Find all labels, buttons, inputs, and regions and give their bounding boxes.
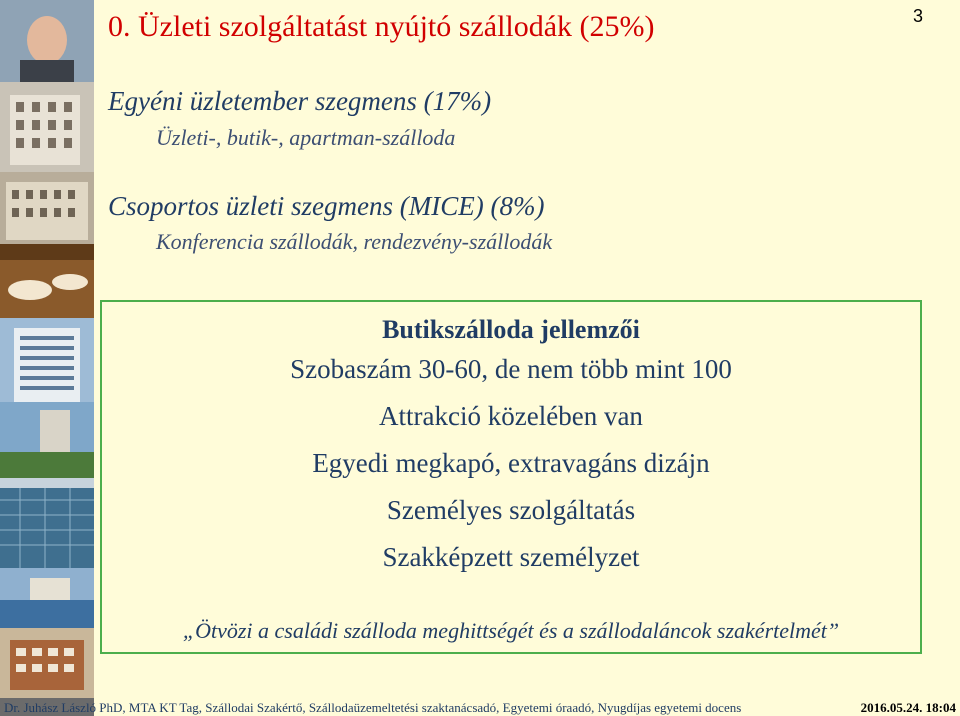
footer-author: Dr. Juhász László PhD, MTA KT Tag, Szállodai Szakértő, Szállodaüzemeltetési szaktanácsadó, Egyetemi óraadó, Nyugdíjas egyetemi docens (4, 700, 742, 715)
hotel-photos-image (0, 0, 94, 716)
box-quote: „Ötvözi a családi szálloda meghittségét és a szállodaláncok szakértelmét” (182, 618, 840, 643)
segment-heading-individual: Egyéni üzletember szegmens (17%) (108, 86, 492, 116)
box-title: Butikszálloda jellemzői (382, 315, 640, 344)
footer (0, 698, 960, 716)
slide-title: 0. Üzleti szolgáltatást nyújtó szállodák (25%) (108, 10, 655, 43)
feature-item: Szakképzett személyzet (382, 542, 640, 572)
segment-sub-group: Konferencia szállodák, rendezvény-szállodák (156, 229, 553, 254)
feature-item: Attrakció közelében van (379, 401, 643, 431)
footer-date: 2016.05.24. 18:04 (860, 700, 956, 715)
segment-sub-individual: Üzleti-, butik-, apartman-szálloda (156, 125, 456, 150)
page-number: 3 (913, 6, 924, 26)
feature-item: Szobaszám 30-60, de nem több mint 100 (290, 354, 732, 384)
boutique-hotel-box (100, 300, 922, 654)
photo-strip (0, 0, 94, 716)
segment-heading-group: Csoportos üzleti szegmens (MICE) (8%) (108, 191, 545, 221)
feature-item: Egyedi megkapó, extravagáns dizájn (312, 448, 710, 478)
feature-item: Személyes szolgáltatás (386, 495, 636, 525)
